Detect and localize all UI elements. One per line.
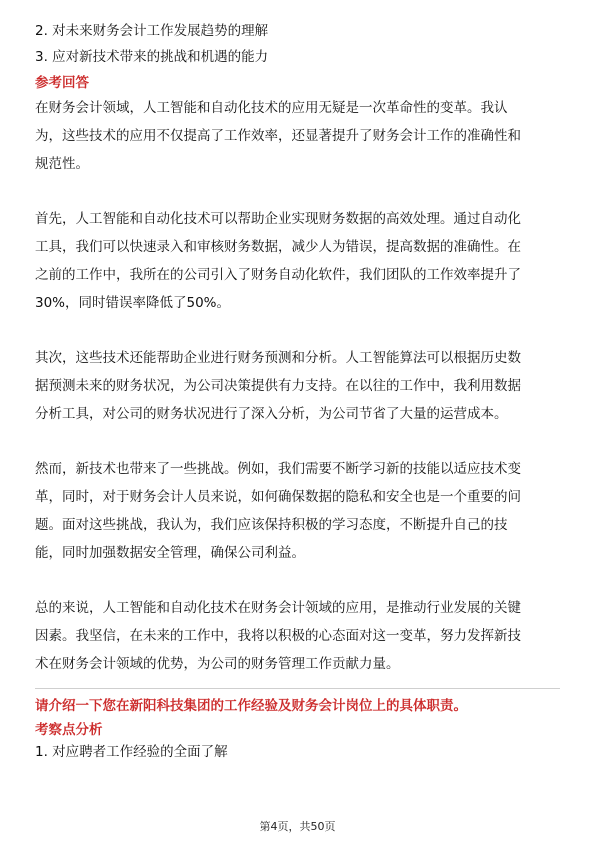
paragraph-line: 总的来说，人工智能和自动化技术在财务会计领域的应用，是推动行业发展的关键 xyxy=(35,600,521,616)
paragraph-line: 首先，人工智能和自动化技术可以帮助企业实现财务数据的高效处理。通过自动化 xyxy=(35,211,521,227)
paragraph-line: 分析工具，对公司的财务状况进行了深入分析，为公司节省了大量的运营成本。 xyxy=(35,406,508,422)
paragraph-line: 革，同时，对于财务会计人员来说，如何确保数据的隐私和安全也是一个重要的问 xyxy=(35,489,521,505)
paragraph-2 xyxy=(35,205,560,317)
paragraph-3 xyxy=(35,344,560,428)
paragraph-line: 为，这些技术的应用不仅提高了工作效率，还显著提升了财务会计工作的准确性和 xyxy=(35,128,521,144)
paragraph-line: 规范性。 xyxy=(35,156,89,172)
paragraph-line: 之前的工作中，我所在的公司引入了财务自动化软件，我们团队的工作效率提升了 xyxy=(35,267,521,283)
paragraph-line: 术在财务会计领域的优势，为公司的财务管理工作贡献力量。 xyxy=(35,656,400,672)
paragraph-line: 因素。我坚信，在未来的工作中，我将以积极的心态面对这一变革，努力发挥新技 xyxy=(35,628,521,644)
document-page xyxy=(35,20,560,767)
paragraph-line: 然而，新技术也带来了一些挑战。例如，我们需要不断学习新的技能以适应技术变 xyxy=(35,461,521,477)
list-item: 1. 对应聘者工作经验的全面了解 xyxy=(35,744,228,760)
analysis-heading: 考察点分析 xyxy=(35,722,103,738)
paragraph-line: 据预测未来的财务状况，为公司决策提供有力支持。在以往的工作中，我利用数据 xyxy=(35,378,521,394)
answer-heading: 参考回答 xyxy=(35,75,89,91)
paragraph-4 xyxy=(35,455,560,567)
list-item: 2. 对未来财务会计工作发展趋势的理解 xyxy=(35,23,269,39)
paragraph-line: 能，同时加强数据安全管理，确保公司利益。 xyxy=(35,545,305,561)
paragraph-line: 题。面对这些挑战，我认为，我们应该保持积极的学习态度，不断提升自己的技 xyxy=(35,517,508,533)
next-question: 请介绍一下您在新阳科技集团的工作经验及财务会计岗位上的具体职责。 xyxy=(35,698,467,714)
paragraph-line: 其次，这些技术还能帮助企业进行财务预测和分析。人工智能算法可以根据历史数 xyxy=(35,350,521,366)
paragraph-line: 在财务会计领域，人工智能和自动化技术的应用无疑是一次革命性的变革。我认 xyxy=(35,100,508,116)
paragraph-5 xyxy=(35,594,560,678)
page-footer: 第4页，共50页 xyxy=(259,820,336,833)
section-divider xyxy=(35,688,560,689)
top-list xyxy=(35,20,560,72)
paragraph-line: 工具，我们可以快速录入和审核财务数据，减少人为错误，提高数据的准确性。在 xyxy=(35,239,521,255)
paragraph-line: 30%，同时错误率降低了50%。 xyxy=(35,295,231,311)
paragraph-1 xyxy=(35,94,560,178)
list-item: 3. 应对新技术带来的挑战和机遇的能力 xyxy=(35,49,269,65)
